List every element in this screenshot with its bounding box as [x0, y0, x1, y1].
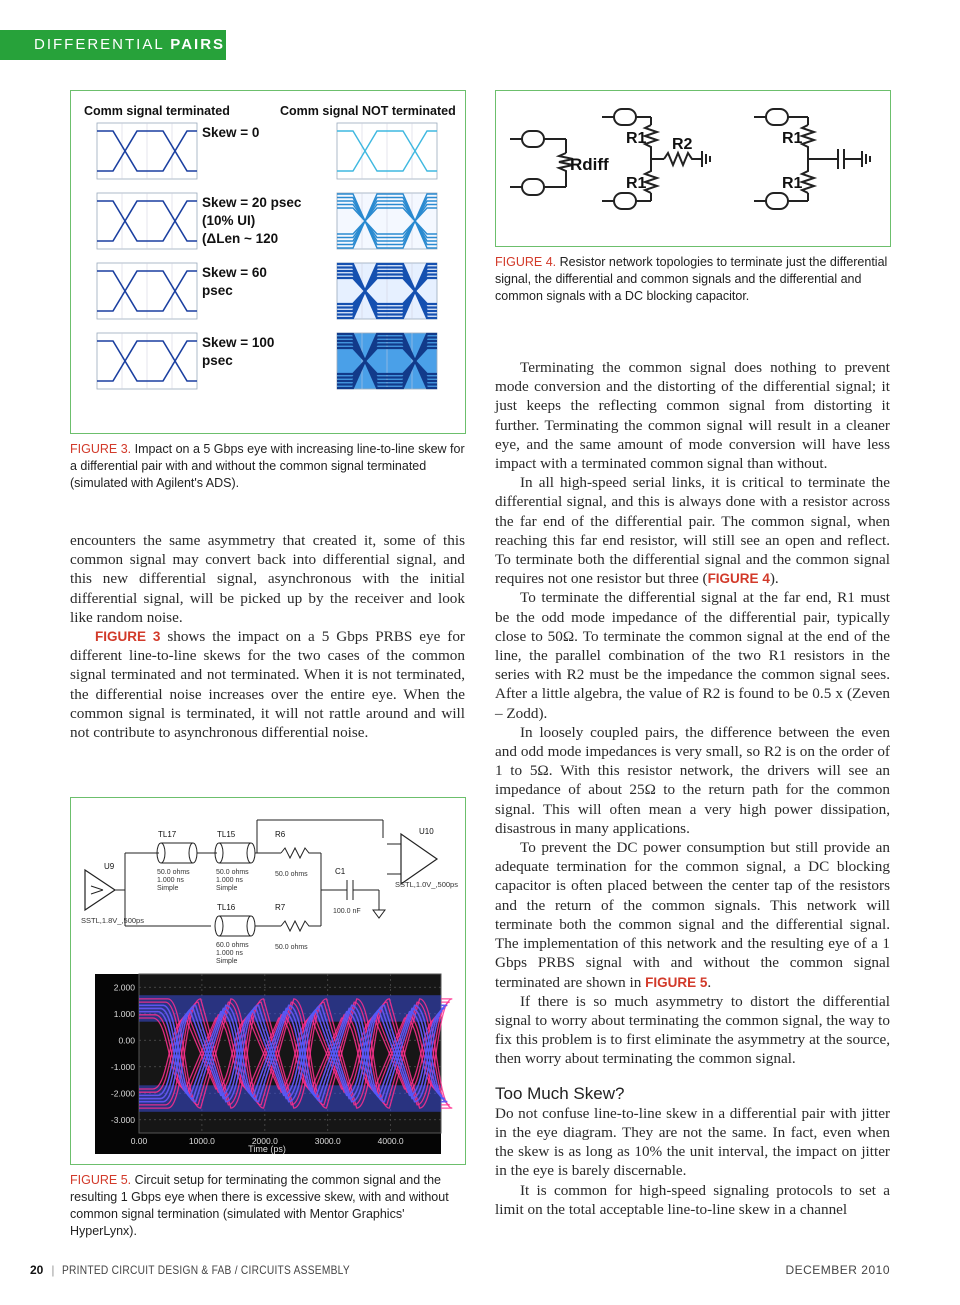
figure-5-caption-text: Circuit setup for terminating the common signal and the resulting 1 Gbps eye when there is excessive skew, with and without common signal termination (simulated with Mentor Graphics' HyperLynx). [70, 1173, 449, 1238]
r7-label: R7 [275, 903, 286, 912]
fig4-r2-label: R2 [672, 136, 693, 153]
tl17-param-3: Simple [157, 885, 179, 892]
scope-y-tick-1: 2.000 [113, 982, 135, 993]
fig4-connector-top-3 [754, 109, 808, 125]
tl17-label: TL17 [158, 830, 177, 839]
fig3-skew-label-2-2: (10% UI) [202, 213, 256, 228]
tl16-param-2: 1.000 ns [216, 950, 243, 957]
left-paragraph-1: encounters the same asymmetry that created it, some of this common signal may convert back into differential signal, and this new differential signal, asynchronous with the initial differential signal, will be picked up by the receiver and look like random noise. [70, 532, 465, 626]
fig3-skew-label-1-1: Skew = 0 [202, 125, 260, 140]
scope-x-tick-1: 0.00 [130, 1136, 148, 1146]
fig4-r1-label-c: R1 [782, 130, 803, 147]
fig4-connector-top-2 [602, 109, 651, 125]
fig3-skew-label-3-2: psec [202, 283, 233, 298]
fig3-eye-not-terminated-2 [337, 193, 437, 249]
figure-3-graphic [71, 91, 465, 433]
fig3-skew-label-4-1: Skew = 100 [202, 335, 275, 350]
left-paragraph-2: FIGURE 3 shows the impact on a 5 Gbps PRBS eye for different line-to-line skews for the two cases of the common signal terminated and not terminated. When it is not terminated, the differential noise increases over the entire eye. When the common signal is terminated, it will not rattle around and will not contribute to asynchronous differential noise. [70, 628, 465, 742]
footer-date: DECEMBER 2010 [785, 1263, 890, 1277]
tl16-param-1: 60.0 ohms [216, 942, 249, 949]
section-heading: Too Much Skew? [495, 1083, 625, 1103]
right-paragraph-2: In all high-speed serial links, it is critical to terminate the differential signal, and this is always done with a resistor across the far end of the differential pair. The common signal, when reaching this far end resistor, will still see an open and reflect. To terminate both the differential signal and the common signal requires not one resistor but three (FIGURE 4). [495, 474, 890, 588]
fig3-eye-not-terminated-4 [337, 333, 437, 389]
fig3-eye-not-terminated-1 [337, 123, 437, 179]
scope-x-tick-2: 1000.0 [188, 1136, 215, 1146]
fig3-row-2 [97, 193, 437, 249]
fig4-r1-label-d: R1 [782, 175, 803, 192]
scope-y-tick-4: -1.000 [110, 1061, 135, 1072]
figure-5-reference: FIGURE 5 [645, 974, 708, 990]
fig3-row-1 [97, 123, 437, 179]
fig3-skew-label-2-1: Skew = 20 psec [202, 195, 302, 210]
fig3-eye-terminated-3 [97, 263, 197, 319]
figure-3-caption [70, 441, 466, 492]
scope-y-tick-2: 1.000 [113, 1008, 135, 1019]
figure-4-caption-text: Resistor network topologies to terminate just the differential signal, the differential and common signals and the differential and common signals with a DC blocking capacitor. [495, 255, 888, 303]
figure-5-graphic [71, 798, 465, 1164]
right-paragraph-6: If there is so much asymmetry to distort the differential signal to worry about terminating the common signal, the way to fix this problem is to first eliminate the asymmetry at the source, then worry about terminating the common signal. [495, 992, 890, 1068]
fig3-row-3 [97, 263, 437, 319]
figure-4-label: FIGURE 4. [495, 255, 557, 269]
right-paragraph-3: To terminate the differential signal at the far end, R1 must be the odd mode impedance of the differential pair, typically close to 50Ω. To terminate the common signal at the end of the line, the parallel combination of the two R1 resistors in the series with R2 must be the impedance the common signal sees. After a little algebra, the value of R2 is found to be 0.5 x (Zeven – Zodd). [495, 589, 890, 722]
fig4-connector-bot-1 [510, 173, 566, 195]
figure-4-frame [495, 90, 891, 247]
fig3-skew-label-3-1: Skew = 60 [202, 265, 267, 280]
right-paragraph-5: To prevent the DC power consumption but still provide an adequate termination for the common signal, a DC blocking capacitor is often placed between the center tap of the resistors and the return of the common signals. This network will terminate both the common signal and the differential signal. The implementation of this network and the resulting eye of a 1 Gbps PRBS signal with and without the common signal terminated are shown in FIGURE 5. [495, 839, 890, 991]
fig3-eye-not-terminated-3 [337, 263, 437, 319]
figure-4-caption [495, 254, 891, 305]
figure-3-reference: FIGURE 3 [95, 629, 161, 645]
figure-5-caption [70, 1172, 466, 1240]
scope-y-tick-5: -2.000 [110, 1088, 135, 1099]
fig4-r1-label-a: R1 [626, 130, 647, 147]
publication-name: PRINTED CIRCUIT DESIGN & FAB / CIRCUITS ASSEMBLY [62, 1263, 351, 1277]
tl15-param-1: 50.0 ohms [216, 869, 249, 876]
fig3-skew-label-4-2: psec [202, 353, 233, 368]
footer-publication: 20 | PRINTED CIRCUIT DESIGN & FAB / CIRCUITS ASSEMBLY [30, 1263, 351, 1277]
scope-x-tick-5: 4000.0 [377, 1136, 404, 1146]
page-number: 20 [30, 1263, 44, 1277]
scope-y-tick-6: -3.000 [110, 1114, 135, 1125]
figure-4-reference: FIGURE 4 [707, 571, 770, 587]
figure-3-caption-text: Impact on a 5 Gbps eye with increasing line-to-line skew for a differential pair with and without the common signal terminated (simulated with Agilent's ADS). [70, 442, 465, 490]
right-paragraph-1: Terminating the common signal does nothing to prevent mode conversion and the distorting of the differential signal; it just keeps the reflecting common signal from distorting it further. Terminating the common signal will result in a cleaner eye, and the same amount of mode conversion will have less impact with a terminated common signal than without. [495, 359, 890, 473]
figure-4-schematic [496, 91, 890, 246]
fig3-eye-terminated-4 [97, 333, 197, 389]
tl17-param-1: 50.0 ohms [157, 869, 190, 876]
u9-label: U9 [104, 862, 115, 871]
tl17-param-2: 1.000 ns [157, 877, 184, 884]
c1-label: C1 [335, 867, 346, 876]
fig3-eye-terminated-2 [97, 193, 197, 249]
right-paragraph-8: It is common for high-speed signaling protocols to set a limit on the total acceptable line-to-line skew in a channel [495, 1181, 890, 1218]
fig4-connector-top-1 [510, 131, 566, 153]
scope-x-tick-4: 3000.0 [314, 1136, 341, 1146]
right-paragraph-7: Do not confuse line-to-line skew in a differential pair with jitter in the eye diagram. They are not the same. In fact, even when the skew is as long as 10% the unit interval, the impact on jitter in the eye is barely discernable. [495, 1104, 890, 1180]
tl15-label: TL15 [217, 830, 236, 839]
u10-label: U10 [419, 827, 434, 836]
right-paragraph-4: In loosely coupled pairs, the difference between the even and odd mode impedances is very small, so R2 is on the order of 1 to 5Ω. With this resistor network, the drivers will see an impedance of about 25Ω to the return path for the common signal. This will often mean a very high power dissipation, disastrous in many applications. [495, 723, 890, 837]
left-column-text [70, 531, 465, 742]
c1-value: 100.0 nF [333, 908, 361, 915]
fig3-title-left: Comm signal terminated [84, 104, 230, 118]
tl16-label: TL16 [217, 903, 236, 912]
figure-3-frame [70, 90, 466, 434]
tl16-param-3: Simple [216, 958, 238, 965]
scope-x-axis-label: Time (ps) [248, 1144, 286, 1154]
section-label-bold: PAIRS [170, 36, 226, 53]
fig4-r1-label-b: R1 [626, 175, 647, 192]
figure-5-frame [70, 797, 466, 1165]
figure-3-label: FIGURE 3. [70, 442, 132, 456]
fig3-row-4 [97, 333, 437, 389]
figure-5-label: FIGURE 5. [70, 1173, 132, 1187]
scope-x-tick-3: 2000.0 [251, 1136, 278, 1146]
r6-label: R6 [275, 830, 286, 839]
section-label-light: DIFFERENTIAL [34, 36, 165, 53]
fig4-connector-bot-3 [754, 193, 808, 209]
r6-value: 50.0 ohms [275, 871, 308, 878]
fig3-title-right: Comm signal NOT terminated [280, 104, 456, 118]
r7-value: 50.0 ohms [275, 944, 308, 951]
fig3-eye-terminated-1 [97, 123, 197, 179]
right-column-text [495, 358, 890, 1219]
u9-model: SSTL,1.8V_,500ps [81, 916, 144, 925]
section-tab [0, 30, 226, 60]
fig3-skew-label-2-3: (ΔLen ~ 120 [202, 231, 279, 246]
tl15-param-3: Simple [216, 885, 238, 892]
u10-model: SSTL,1.0V_,500ps [395, 880, 458, 889]
tl15-param-2: 1.000 ns [216, 877, 243, 884]
scope-y-tick-3: 0.00 [118, 1035, 135, 1046]
fig4-rdiff-label: Rdiff [570, 155, 609, 174]
fig4-connector-bot-2 [602, 193, 651, 209]
